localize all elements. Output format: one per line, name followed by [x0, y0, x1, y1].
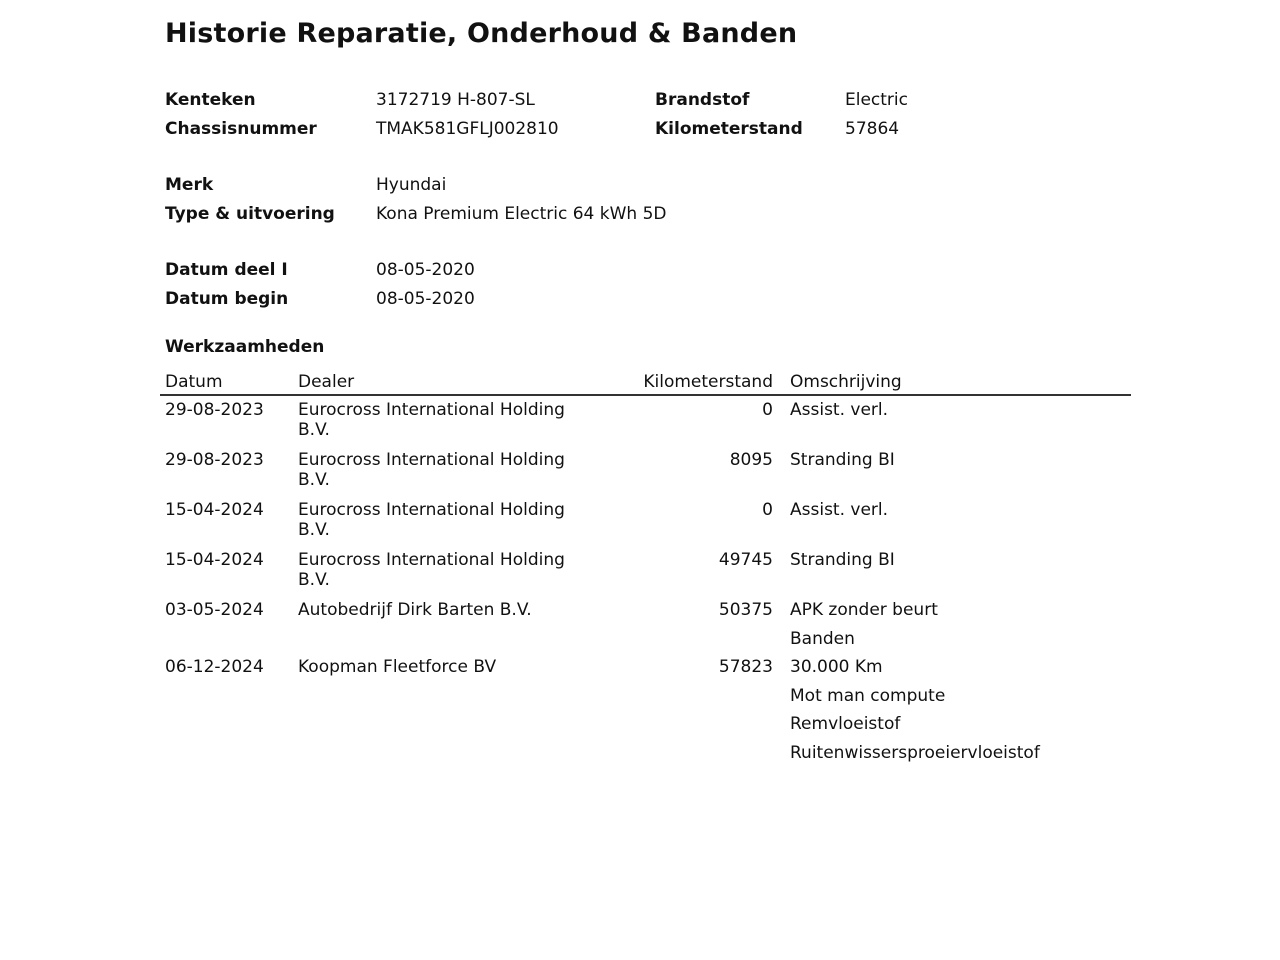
row-dealer: Autobedrijf Dirk Barten B.V. — [298, 600, 532, 620]
omschrijving-line: Assist. verl. — [790, 500, 889, 520]
header-kilometerstand: Kilometerstand — [643, 372, 773, 392]
kenteken-label: Kenteken — [165, 90, 256, 110]
row-dealer: Eurocross International Holding B.V. — [298, 500, 565, 540]
brandstof-value: Electric — [845, 90, 908, 110]
row-omschrijving — [790, 550, 895, 579]
omschrijving-line: 30.000 Km — [790, 657, 883, 677]
datum-deel-value: 08-05-2020 — [376, 260, 475, 280]
table-row — [160, 600, 1131, 657]
row-datum: 15-04-2024 — [165, 550, 264, 570]
kilometerstand-label: Kilometerstand — [655, 119, 803, 139]
datum-deel-label: Datum deel I — [165, 260, 288, 280]
page-title: Historie Reparatie, Onderhoud & Banden — [165, 18, 798, 49]
chassisnummer-value: TMAK581GFLJ002810 — [376, 119, 559, 139]
row-kilometerstand: 50375 — [718, 600, 773, 620]
row-omschrijving — [790, 450, 895, 479]
omschrijving-line: APK zonder beurt — [790, 600, 938, 620]
table-row — [160, 400, 1131, 450]
row-kilometerstand: 57823 — [718, 657, 773, 677]
omschrijving-line: Banden — [790, 628, 855, 649]
merk-label: Merk — [165, 175, 214, 195]
row-dealer: Eurocross International Holding B.V. — [298, 550, 565, 590]
row-omschrijving — [790, 500, 888, 529]
table-row — [160, 550, 1131, 600]
omschrijving-line: Stranding BI — [790, 550, 895, 570]
header-datum: Datum — [165, 372, 223, 392]
omschrijving-line: Stranding BI — [790, 450, 895, 470]
type-uitvoering-value: Kona Premium Electric 64 kWh 5D — [376, 204, 667, 224]
row-kilometerstand: 0 — [762, 400, 773, 420]
omschrijving-line: Mot man compute — [790, 685, 946, 706]
omschrijving-line: Assist. verl. — [790, 400, 889, 420]
row-kilometerstand: 0 — [762, 500, 773, 520]
row-dealer: Eurocross International Holding B.V. — [298, 400, 565, 440]
header-omschrijving: Omschrijving — [790, 372, 902, 392]
chassisnummer-label: Chassisnummer — [165, 119, 317, 139]
row-datum: 29-08-2023 — [165, 400, 264, 420]
row-omschrijving — [790, 657, 1040, 771]
row-omschrijving — [790, 400, 888, 429]
datum-begin-label: Datum begin — [165, 289, 289, 309]
header-dealer: Dealer — [298, 372, 355, 392]
werkzaamheden-heading: Werkzaamheden — [165, 337, 325, 357]
table-row — [160, 500, 1131, 550]
row-dealer: Koopman Fleetforce BV — [298, 657, 497, 677]
kilometerstand-value: 57864 — [845, 119, 900, 139]
table-row — [160, 657, 1131, 771]
row-datum: 15-04-2024 — [165, 500, 264, 520]
row-dealer: Eurocross International Holding B.V. — [298, 450, 565, 490]
row-datum: 03-05-2024 — [165, 600, 264, 620]
row-kilometerstand: 49745 — [718, 550, 773, 570]
werkzaamheden-table-body — [160, 400, 1131, 771]
kenteken-value: 3172719 H-807-SL — [376, 90, 535, 110]
row-datum: 29-08-2023 — [165, 450, 264, 470]
type-uitvoering-label: Type & uitvoering — [165, 204, 335, 224]
brandstof-label: Brandstof — [655, 90, 750, 110]
merk-value: Hyundai — [376, 175, 447, 195]
row-kilometerstand: 8095 — [729, 450, 773, 470]
table-header — [160, 370, 1131, 396]
row-datum: 06-12-2024 — [165, 657, 264, 677]
omschrijving-line: Remvloeistof — [790, 714, 901, 734]
omschrijving-line: Ruitenwissersproeiervloeistof — [790, 742, 1040, 763]
table-row — [160, 450, 1131, 500]
row-omschrijving — [790, 600, 938, 657]
datum-begin-value: 08-05-2020 — [376, 289, 475, 309]
